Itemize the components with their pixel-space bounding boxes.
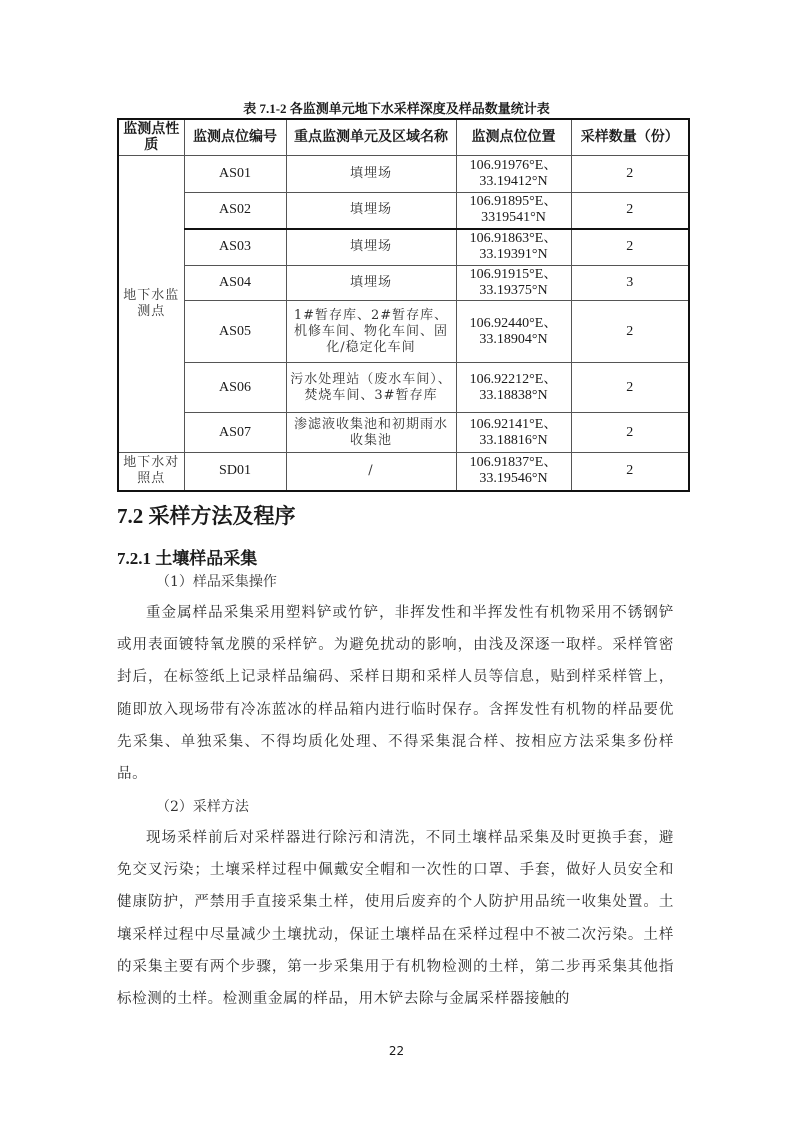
table-row — [118, 301, 689, 363]
cell-area: 填埋场 — [286, 229, 456, 266]
item-heading-2: （2）采样方法 — [156, 799, 249, 815]
cell-area: 填埋场 — [286, 156, 456, 193]
item-heading-1: （1）样品采集操作 — [156, 574, 277, 590]
cell-lat: 33.18816°N — [479, 432, 548, 448]
cell-area: 填埋场 — [286, 266, 456, 301]
paragraph-2: 现场采样前后对采样器进行除污和清洗，不同土壤样品采集及时更换手套，避免交叉污染；土壤采样过程中佩戴安全帽和一次性的口罩、手套，做好人员安全和健康防护，严禁用手直接采集土样，使用后废弃的个人防护用品统一收集处置。土壤采样过程中尽量减少土壤扰动，保证土壤样品在采样过程中不被二次污染。土样的采集主要有两个步骤，第一步采集用于有机物检测的土样，第二步再采集其他指标检测的土样。检测重金属的样品，用木铲去除与金属采样器接触的 — [117, 830, 674, 1008]
cell-lat: 33.18904°N — [479, 331, 548, 347]
table-row — [118, 266, 689, 301]
header-nature: 监测点性质 — [118, 119, 184, 156]
cell-lon: 106.91915°E、 — [469, 267, 558, 282]
table-row — [118, 413, 689, 453]
cell-location — [456, 156, 571, 193]
cell-lat: 33.19391°N — [479, 247, 548, 263]
cell-area: / — [286, 453, 456, 491]
cell-count: 2 — [571, 413, 689, 453]
sampling-table — [117, 118, 690, 492]
table-caption: 表 7.1-2 各监测单元地下水采样深度及样品数量统计表 — [243, 101, 550, 116]
cell-count: 2 — [571, 193, 689, 229]
table-row — [118, 363, 689, 413]
cell-code: AS04 — [184, 266, 286, 301]
cell-lon: 106.91863°E、 — [469, 231, 558, 247]
cell-location — [456, 229, 571, 266]
cell-code: AS03 — [184, 229, 286, 266]
cell-code: AS05 — [184, 301, 286, 363]
cell-lat: 33.19412°N — [479, 174, 548, 189]
cell-area: 1#暂存库、2#暂存库、机修车间、物化车间、固化/稳定化车间 — [286, 301, 456, 363]
cell-lon: 106.92440°E、 — [469, 315, 558, 331]
cell-location — [456, 363, 571, 413]
cell-location — [456, 413, 571, 453]
table-row — [118, 156, 689, 193]
cell-count: 2 — [571, 363, 689, 413]
cell-count: 2 — [571, 156, 689, 193]
table-row — [118, 193, 689, 229]
cell-count: 2 — [571, 229, 689, 266]
cell-area: 渗滤液收集池和初期雨水收集池 — [286, 413, 456, 453]
cell-count: 2 — [571, 301, 689, 363]
cell-lon: 106.91976°E、 — [469, 158, 558, 173]
cell-lat: 33.18838°N — [479, 387, 548, 403]
table-header-row — [118, 119, 689, 156]
group-nature: 地下水监测点 — [118, 156, 184, 453]
page-number: 22 — [388, 1044, 405, 1058]
header-area: 重点监测单元及区域名称 — [286, 119, 456, 156]
cell-lat: 3319541°N — [481, 210, 546, 226]
cell-location — [456, 453, 571, 491]
table-row — [118, 453, 689, 491]
cell-lon: 106.92212°E、 — [469, 371, 558, 387]
cell-count: 3 — [571, 266, 689, 301]
cell-area: 填埋场 — [286, 193, 456, 229]
cell-location — [456, 193, 571, 229]
table-row — [118, 229, 689, 266]
cell-code: AS02 — [184, 193, 286, 229]
cell-count: 2 — [571, 453, 689, 491]
paragraph-1: 重金属样品采集采用塑料铲或竹铲，非挥发性和半挥发性有机物采用不锈钢铲或用表面镀特氧龙膜的采样铲。为避免扰动的影响，由浅及深逐一取样。采样管密封后，在标签纸上记录样品编码、采样日期和采样人员等信息，贴到样采样管上，随即放入现场带有冷冻蓝冰的样品箱内进行临时保存。含挥发性有机物的样品要优先采集、单独采集、不得均质化处理、不得采集混合样、按相应方法采集多份样品。 — [117, 605, 674, 783]
cell-code: SD01 — [184, 453, 286, 491]
cell-lat: 33.19546°N — [479, 471, 548, 487]
subsection-heading: 7.2.1 土壤样品采集 — [117, 549, 258, 568]
header-code: 监测点位编号 — [184, 119, 286, 156]
cell-lon: 106.91895°E、 — [469, 194, 558, 210]
section-heading: 7.2 采样方法及程序 — [117, 504, 296, 528]
cell-lon: 106.91837°E、 — [469, 455, 558, 471]
group-nature: 地下水对照点 — [118, 453, 184, 491]
cell-code: AS06 — [184, 363, 286, 413]
cell-code: AS07 — [184, 413, 286, 453]
cell-lon: 106.92141°E、 — [469, 416, 558, 432]
header-location: 监测点位位置 — [456, 119, 571, 156]
cell-area: 污水处理站（废水车间）、焚烧车间、3#暂存库 — [286, 363, 456, 413]
cell-location — [456, 266, 571, 301]
cell-location — [456, 301, 571, 363]
cell-lat: 33.19375°N — [479, 283, 548, 298]
header-count: 采样数量（份） — [571, 119, 689, 156]
cell-code: AS01 — [184, 156, 286, 193]
